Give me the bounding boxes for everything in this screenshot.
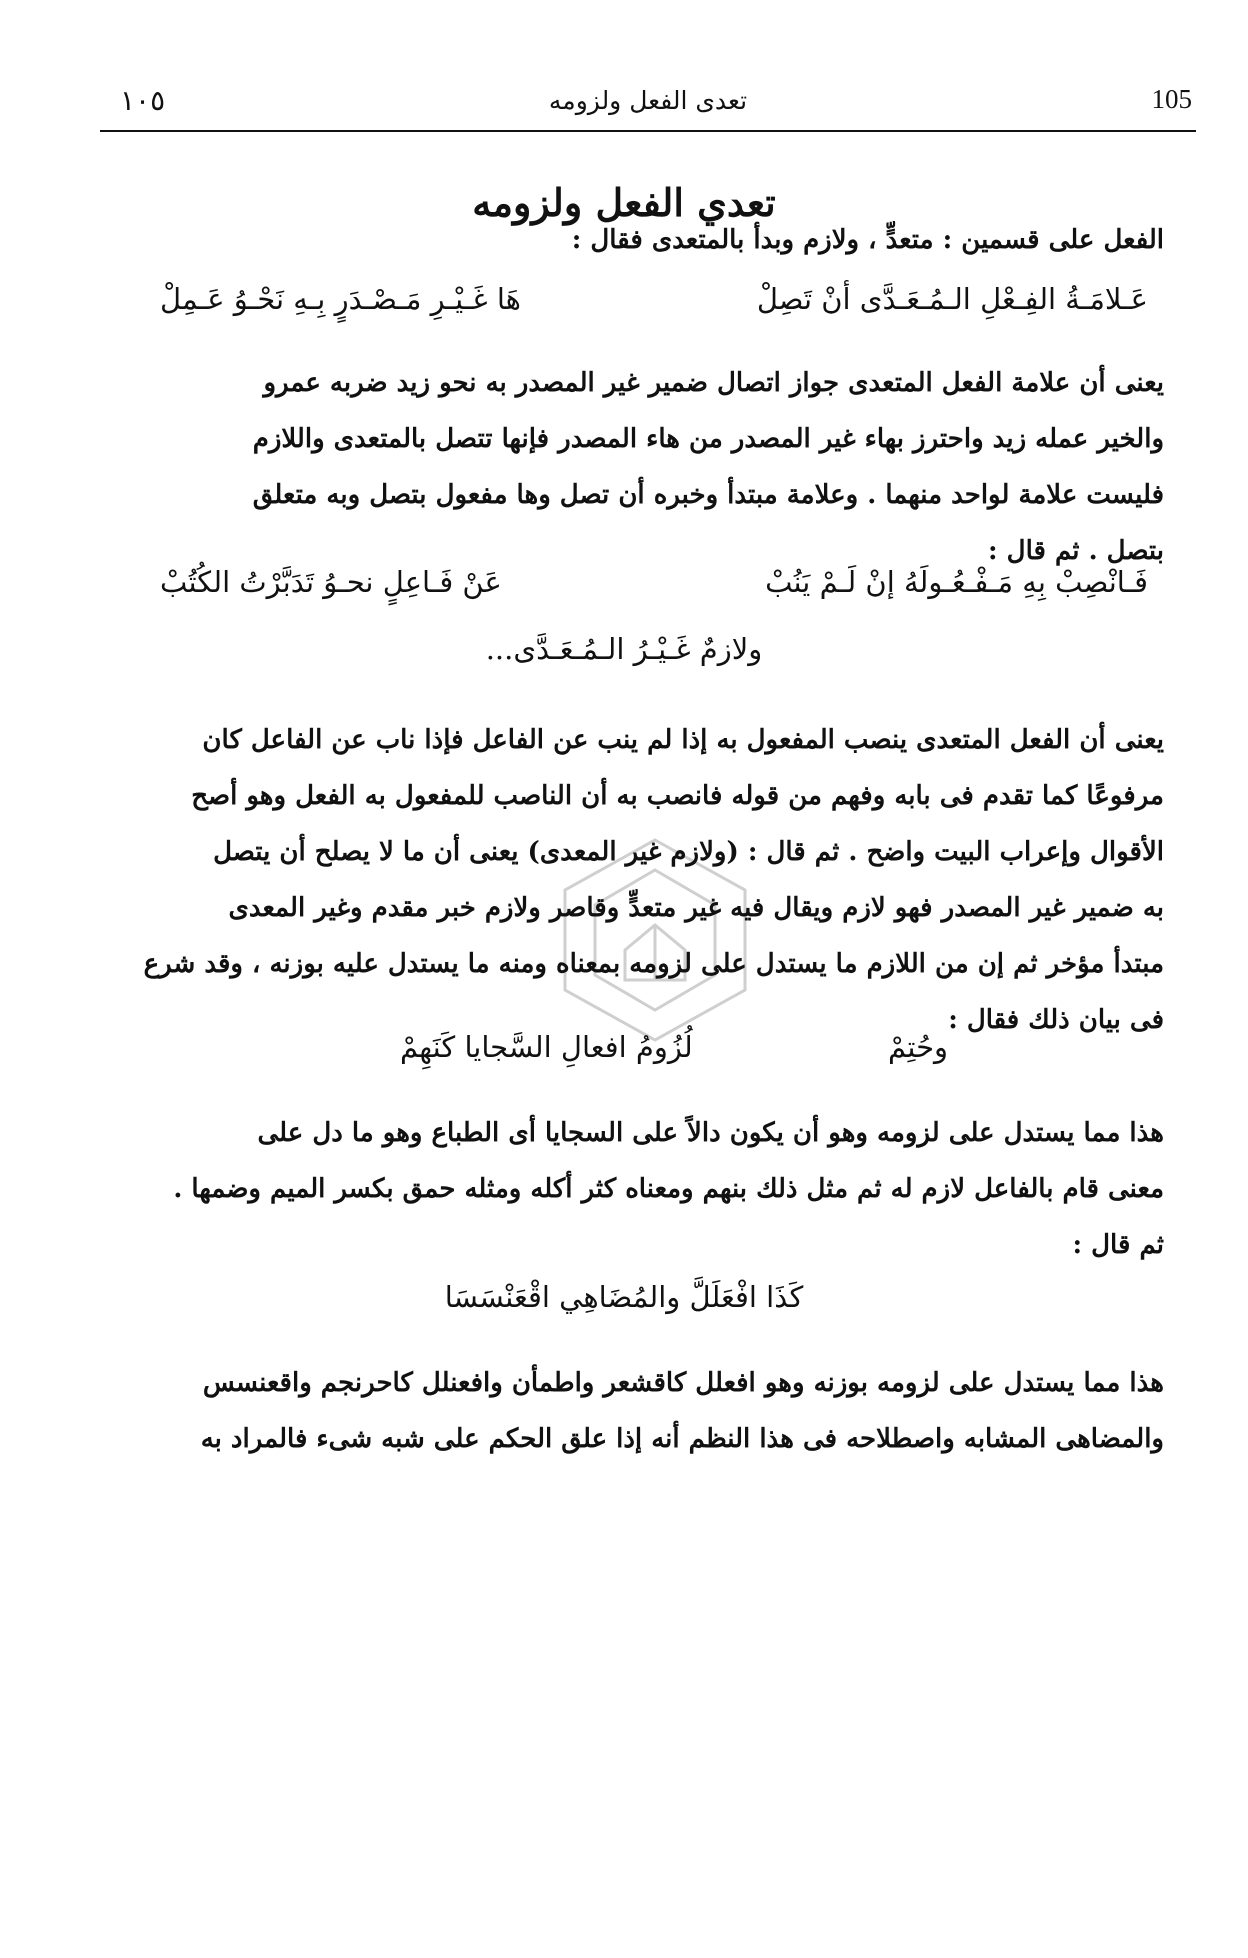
intro-line: الفعل على قسمين : متعدٍّ ، ولازم وبدأ بالمتعدى فقال : [571, 225, 1164, 255]
text-line: مرفوعًا كما تقدم فى بابه وفهم من قوله فانصب به أن الناصب للمفعول به الفعل وهو أصح [191, 781, 1164, 811]
verse-2-first-hemistich: فَـانْصِبْ بِهِ مَـفْـعُـولَهُ إنْ لَـمْ يَنُبْ [765, 565, 1148, 599]
verse-3-first-hemistich: وحُتِمْ [888, 1030, 948, 1064]
text-line: والخير عمله زيد واحترز بهاء غير المصدر من هاء المصدر فإنها تتصل بالمتعدى واللازم [252, 424, 1164, 454]
text-line: بتصل . ثم قال : [988, 536, 1164, 566]
commentary-paragraph-2 [122, 712, 1164, 1048]
page-number-arabic: ١٠٥ [120, 84, 166, 117]
text-line: والمضاهى المشابه واصطلاحه فى هذا النظم أنه إذا علق الحكم على شبه شىء فالمراد به [200, 1424, 1164, 1454]
running-title: تعدى الفعل ولزومه [548, 86, 748, 115]
verse-3 [400, 1030, 948, 1078]
text-line: هذا مما يستدل على لزومه بوزنه وهو افعلل كاقشعر واطمأن وافعنلل كاحرنجم واقعنسس [202, 1368, 1164, 1398]
commentary-paragraph-3 [122, 1105, 1164, 1273]
verse-4: كَذَا افْعَلَلَّ والمُضَاهِي اقْعَنْسَسَا [444, 1280, 804, 1314]
page-number-latin: 105 [1151, 84, 1192, 114]
text-line: به ضمير غير المصدر فهو لازم ويقال فيه غير متعدٍّ وقاصر ولازم خبر مقدم وغير المعدى [228, 893, 1164, 923]
verse-1-second-hemistich: هَا غَـيْـرِ مَـصْـدَرٍ بِـهِ نَحْـوُ عَـمِلْ [160, 282, 521, 316]
commentary-paragraph-4 [122, 1355, 1164, 1467]
text-line: يعنى أن علامة الفعل المتعدى جواز اتصال ضمير غير المصدر به نحو زيد ضربه عمرو [263, 368, 1164, 398]
text-line: هذا مما يستدل على لزومه وهو أن يكون دالاً على السجايا أى الطباع وهو ما دل على [257, 1118, 1164, 1148]
text-line: معنى قام بالفاعل لازم له ثم مثل ذلك بنهم ومعناه كثر أكله ومثله حمق بكسر الميم وضمها . [173, 1174, 1164, 1204]
verse-3-second-hemistich: لُزُومُ افعالِ السَّجايا كَنَهِمْ [400, 1030, 693, 1064]
verse-2 [160, 565, 1148, 613]
intro-paragraph [122, 212, 1164, 268]
text-line: مبتدأ مؤخر ثم إن من اللازم ما يستدل على لزومه بمعناه ومنه ما يستدل عليه بوزنه ، وقد شرع [143, 949, 1164, 979]
chapter-title: تعدي الفعل ولزومه [472, 180, 776, 225]
verse-1 [160, 282, 1148, 330]
text-line: فليست علامة لواحد منهما . وعلامة مبتدأ وخبره أن تصل وها مفعول بتصل وبه متعلق [252, 480, 1164, 510]
text-line: يعنى أن الفعل المتعدى ينصب المفعول به إذا لم ينب عن الفاعل فإذا ناب عن الفاعل كان [202, 725, 1164, 755]
text-line: الأقوال وإعراب البيت واضح . ثم قال : (ولازم غير المعدى) يعنى أن ما لا يصلح أن يتصل [213, 837, 1164, 867]
verse-2-second-hemistich: عَنْ فَـاعِلٍ نحـوُ تَدَبَّرْتُ الكُتُبْ [160, 565, 502, 599]
commentary-paragraph-1 [122, 355, 1164, 579]
verse-2-continuation: ولازمٌ غَـيْـرُ الـمُـعَـدَّى... [485, 632, 763, 666]
page-header [100, 78, 1196, 132]
text-line: ثم قال : [1072, 1230, 1164, 1260]
text-line: فى بيان ذلك فقال : [948, 1005, 1164, 1035]
verse-1-first-hemistich: عَـلامَـةُ الفِـعْلِ الـمُـعَـدَّى أنْ تَصِلْ [756, 282, 1148, 316]
